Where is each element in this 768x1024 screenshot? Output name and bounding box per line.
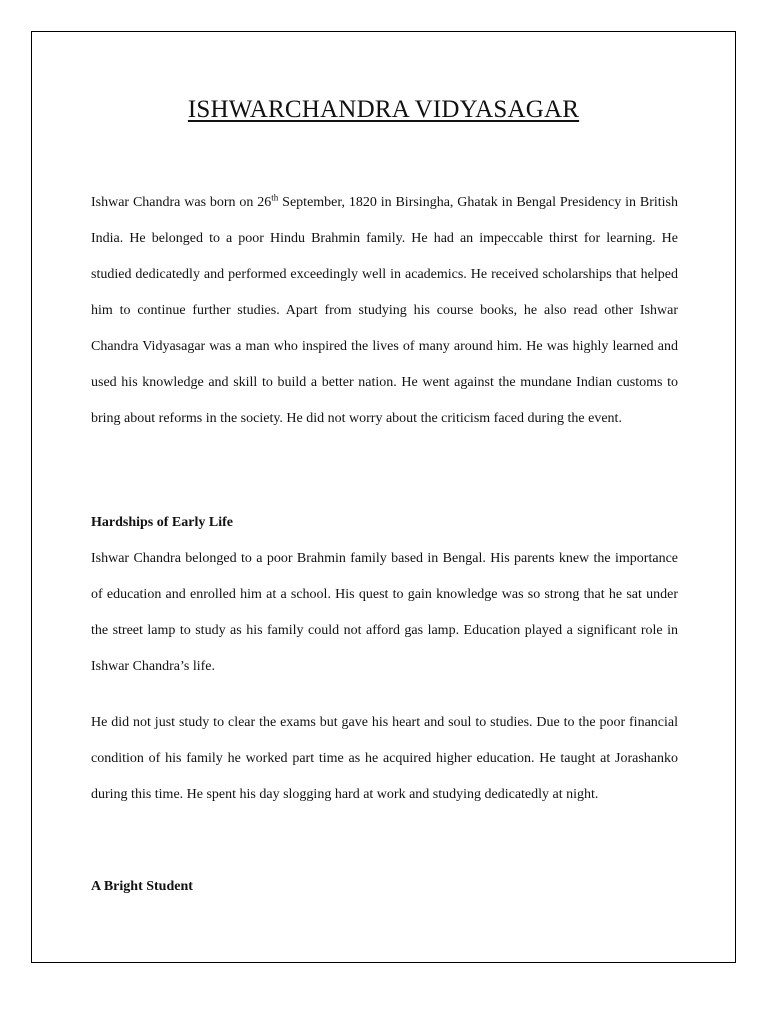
hardships-paragraph-1: Ishwar Chandra belonged to a poor Brahmin family based in Bengal. His parents knew the importance of education and enrolled him at a school. His quest to gain knowledge was so strong that he sat under the street lamp to study as his family could not afford gas lamp. Education played a significant role in Ishwar Chandra’s life. — [91, 551, 678, 674]
intro-text-rest: September, 1820 in Birsingha, Ghatak in Bengal Presidency in British India. He belonged to a poor Hindu Brahmin family. He had an impeccable thirst for learning. He studied dedicatedly and performed exceedingly well in academics. He received scholarships that helped him to continue further studies. Apart from studying his course books, he also read other Ishwar Chandra Vidyasagar was a man who inspired the lives of many around him. He was highly learned and used his knowledge and skill to build a better nation. He went against the mundane Indian customs to bring about reforms in the society. He did not worry about the criticism faced during the event. — [91, 195, 679, 426]
section-heading-hardships: Hardships of Early Life — [91, 515, 233, 530]
intro-paragraph — [91, 185, 678, 437]
document-title: ISHWARCHANDRA VIDYASAGAR — [187, 96, 580, 123]
hardships-paragraph-2: He did not just study to clear the exams but gave his heart and soul to studies. Due to the poor financial condition of his family he worked part time as he acquired higher education. He taught at Jorashanko during this time. He spent his day slogging hard at work and studying dedicatedly at night. — [91, 715, 678, 802]
document-page — [31, 31, 736, 963]
ordinal-suffix: th — [271, 192, 279, 203]
section-heading-bright-student: A Bright Student — [91, 879, 193, 894]
intro-text-start: Ishwar Chandra was born on 26 — [91, 195, 272, 210]
